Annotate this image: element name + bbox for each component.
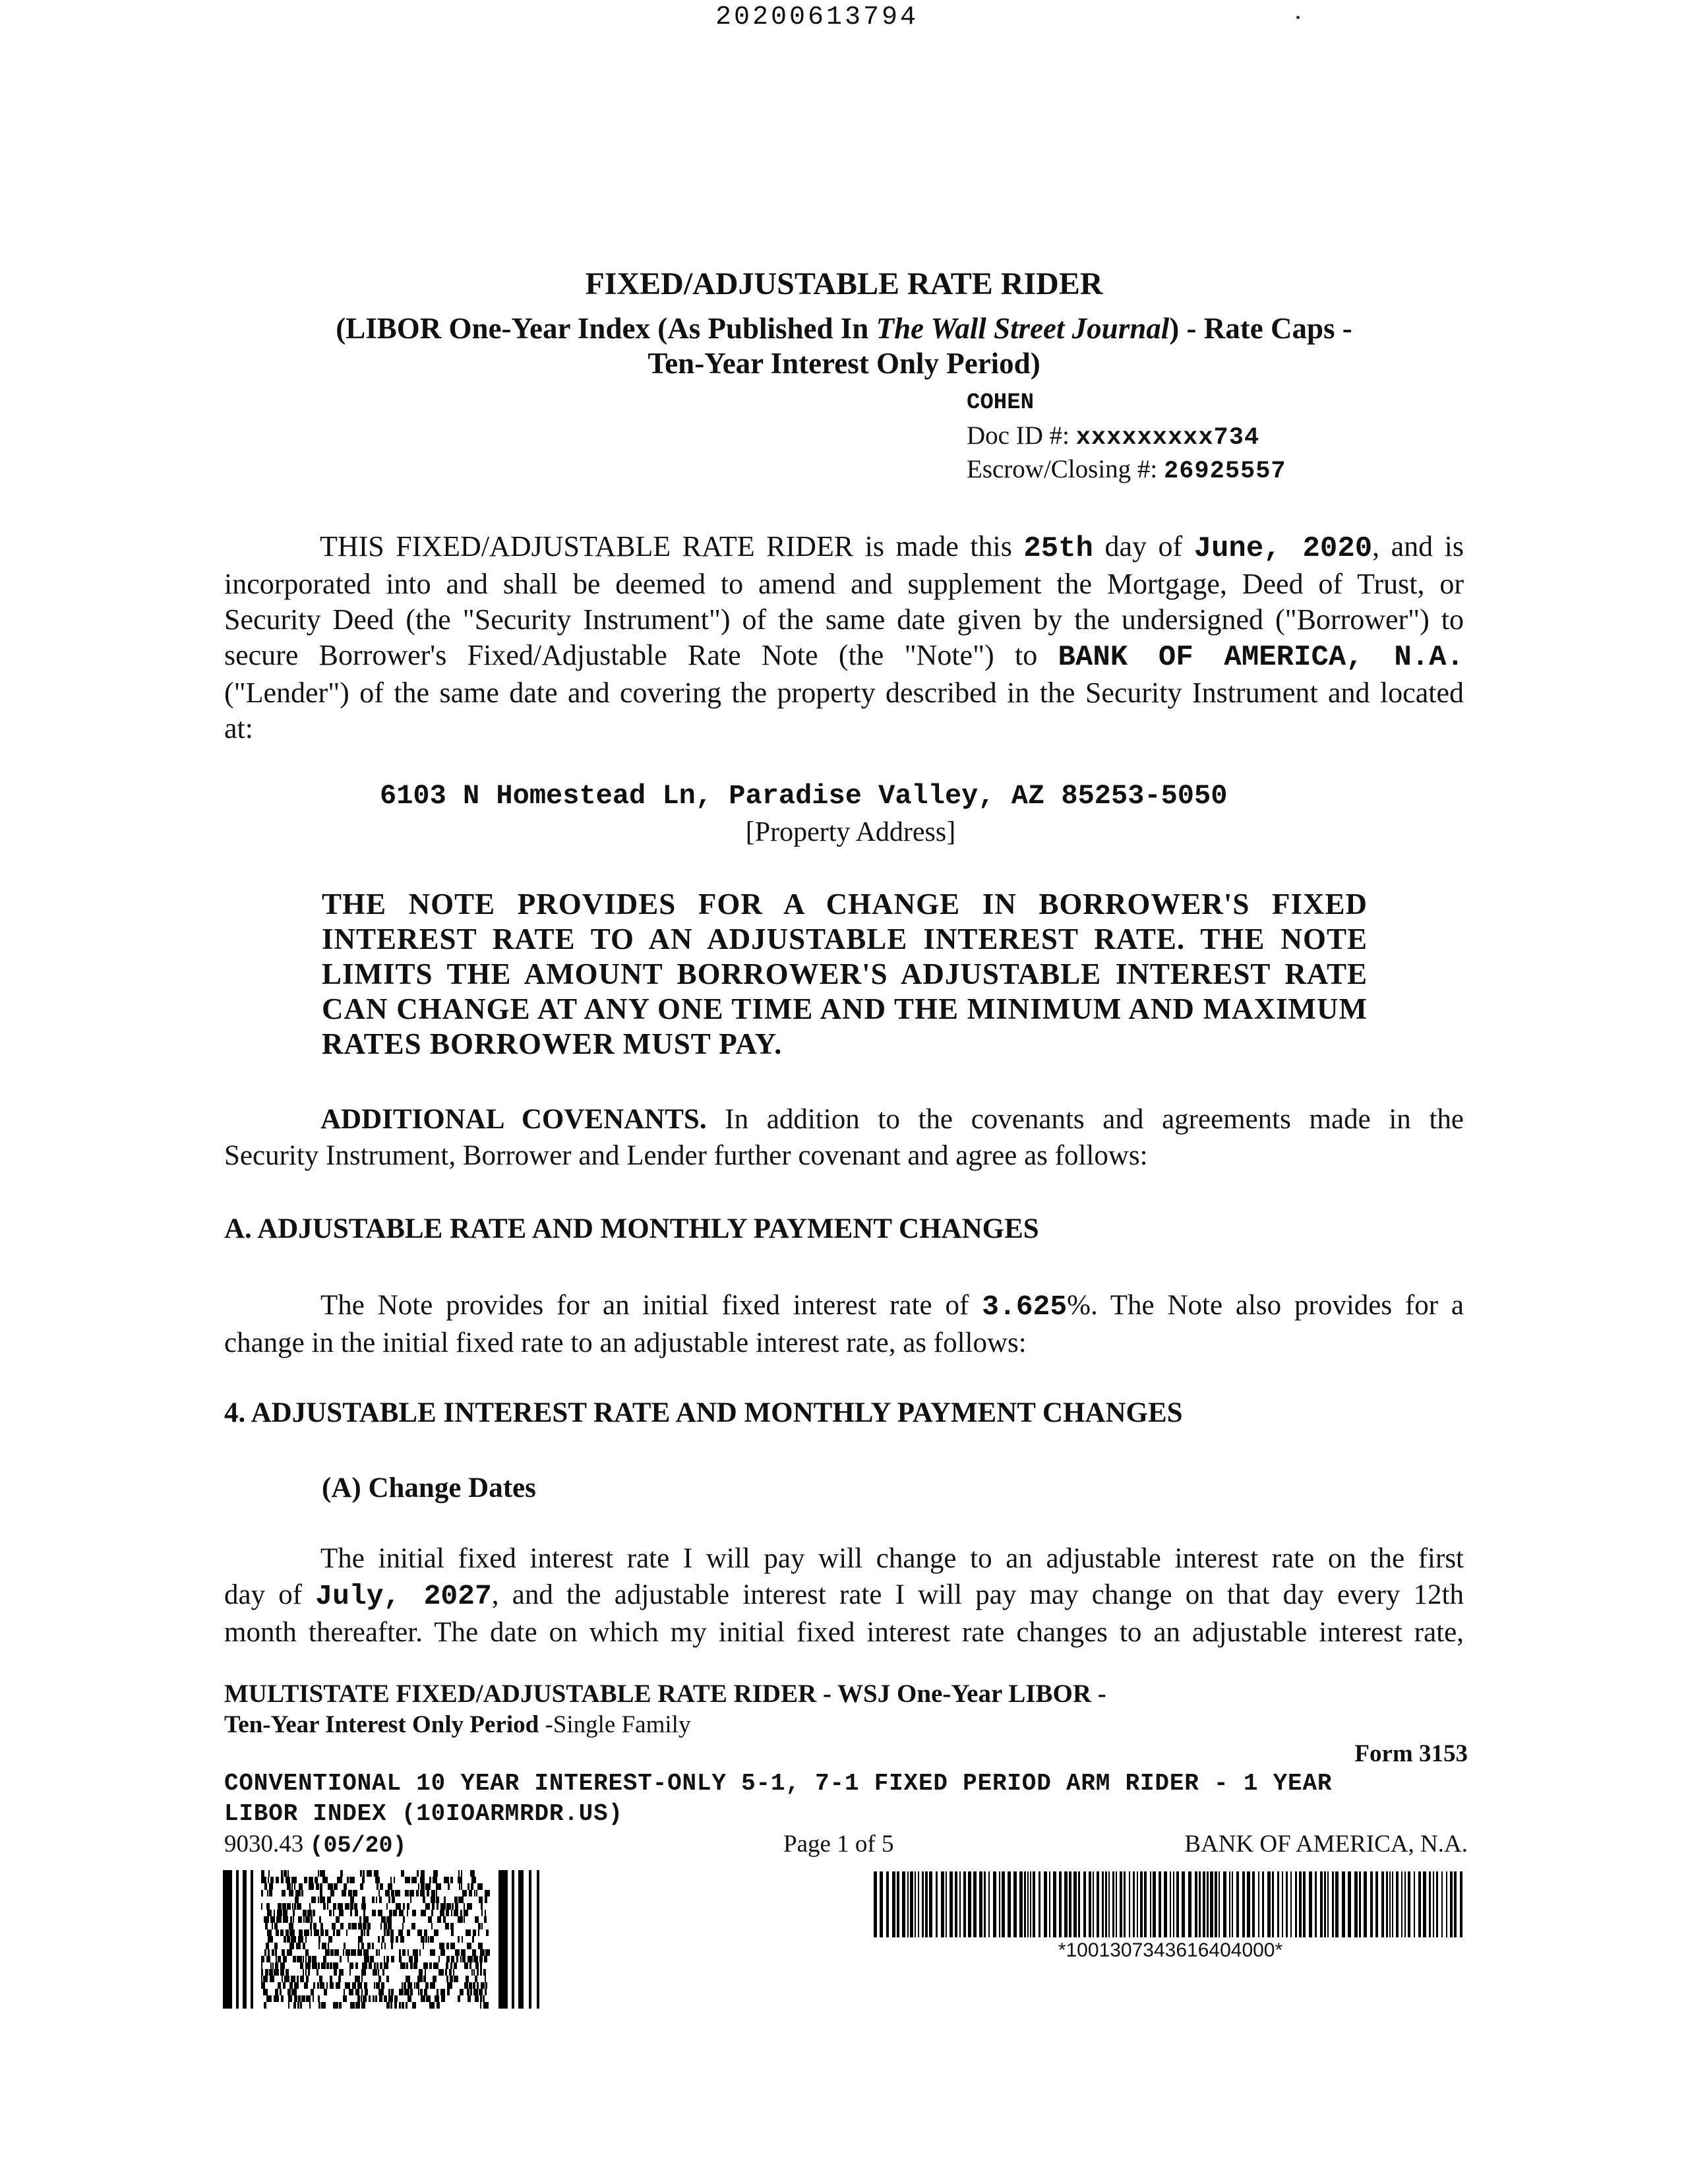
section-a-heading: A. ADJUSTABLE RATE AND MONTHLY PAYMENT CHANGES xyxy=(224,1213,1039,1244)
change-dates-heading: (A) Change Dates xyxy=(322,1472,536,1503)
lender-name: BANK OF AMERICA, N.A. xyxy=(1058,641,1464,674)
footer-lender: BANK OF AMERICA, N.A. xyxy=(1184,1831,1468,1858)
notice-line-3: LIMITS THE AMOUNT BORROWER'S ADJUSTABLE INTEREST RATE xyxy=(322,957,1368,990)
barcode-number: *1001307343616404000* xyxy=(1058,1939,1283,1961)
section-a-paragraph xyxy=(224,1287,1464,1361)
page-number: Page 1 of 5 xyxy=(783,1831,894,1858)
intro-line-6: at: xyxy=(224,712,253,744)
intro-line-5: ("Lender") of the same date and covering the property described in the Security Instrument and located xyxy=(224,677,1464,709)
rider-month-year: June, 2020 xyxy=(1193,532,1373,565)
intro-line-3: Security Deed (the "Security Instrument") of the same date given by the undersigned ("Borrower") to xyxy=(224,603,1464,636)
recording-number: 20200613794 xyxy=(715,3,919,32)
rate-change-notice xyxy=(322,887,1368,1062)
covenants-line-2: Security Instrument, Borrower and Lender further covenant and agree as follows: xyxy=(224,1140,1148,1171)
footer-subtitle xyxy=(224,1711,690,1739)
section-4-heading: 4. ADJUSTABLE INTEREST RATE AND MONTHLY PAYMENT CHANGES xyxy=(224,1397,1183,1428)
doc-id-line xyxy=(967,421,1259,452)
covenants-paragraph xyxy=(224,1101,1464,1174)
doc-id-label: Doc ID #: xyxy=(967,421,1076,450)
subtitle-journal: The Wall Street Journal xyxy=(876,312,1170,345)
escrow-label: Escrow/Closing #: xyxy=(967,455,1164,483)
change-dates-line-2: day of July, 2027, and the adjustable interest rate I will pay may change on that day every 12th xyxy=(224,1579,1464,1612)
change-dates-line-3: month thereafter. The date on which my initial fixed interest rate changes to an adjustable interest rate, xyxy=(224,1617,1464,1648)
covenants-heading: ADDITIONAL COVENANTS. xyxy=(320,1104,707,1135)
product-line-1: CONVENTIONAL 10 YEAR INTEREST-ONLY 5-1, 7-1 FIXED PERIOD ARM RIDER - 1 YEAR xyxy=(224,1770,1333,1797)
footer-subtitle-bold: Ten-Year Interest Only Period xyxy=(224,1711,539,1738)
rider-title: FIXED/ADJUSTABLE RATE RIDER xyxy=(585,266,1103,301)
initial-rate: 3.625 xyxy=(982,1290,1068,1323)
section-a-line-1: The Note provides for an initial fixed interest rate of 3.625%. The Note also provides for a xyxy=(320,1290,1464,1323)
form-number: Form 3153 xyxy=(1354,1740,1468,1767)
subtitle-part-b: ) - Rate Caps - xyxy=(1169,312,1352,345)
form-version: 9030.43 (05/20) xyxy=(224,1831,407,1859)
change-dates-line-1: The initial fixed interest rate I will pay will change to an adjustable interest rate on the first xyxy=(320,1543,1464,1574)
notice-line-4: CAN CHANGE AT ANY ONE TIME AND THE MINIMUM AND MAXIMUM xyxy=(322,992,1368,1025)
notice-line-1: THE NOTE PROVIDES FOR A CHANGE IN BORROWER'S FIXED xyxy=(322,888,1368,921)
covenants-line-1: ADDITIONAL COVENANTS. In addition to the covenants and agreements made in the xyxy=(320,1104,1464,1135)
rider-day: 25th xyxy=(1023,532,1093,565)
property-address: 6103 N Homestead Ln, Paradise Valley, AZ 85253-5050 xyxy=(380,780,1228,812)
speck xyxy=(1296,16,1300,19)
intro-line-1: THIS FIXED/ADJUSTABLE RATE RIDER is made this 25th day of June, 2020, and is xyxy=(320,530,1464,565)
pdf417-barcode xyxy=(223,1870,546,2009)
product-line-2: LIBOR INDEX (10IOARMRDR.US) xyxy=(224,1800,623,1827)
escrow-value: 26925557 xyxy=(1164,458,1286,485)
property-address-label: [Property Address] xyxy=(745,817,956,847)
borrower-name: COHEN xyxy=(967,390,1035,415)
subtitle-part-a: (LIBOR One-Year Index (As Published In xyxy=(336,312,876,345)
section-a-line-2: change in the initial fixed rate to an adjustable interest rate, as follows: xyxy=(224,1327,1027,1358)
intro-paragraph xyxy=(224,529,1464,746)
first-change-date: July, 2027 xyxy=(315,1580,492,1612)
change-dates-paragraph xyxy=(224,1540,1464,1651)
intro-line-4: secure Borrower's Fixed/Adjustable Rate Note (the "Note") to BANK OF AMERICA, N.A. xyxy=(224,639,1464,674)
footer-subtitle-rest: -Single Family xyxy=(539,1711,691,1738)
intro-line-2: incorporated into and shall be deemed to amend and supplement the Mortgage, Deed of Trust, or xyxy=(224,568,1464,600)
rider-subtitle-2: Ten-Year Interest Only Period) xyxy=(648,347,1040,380)
rider-subtitle-1 xyxy=(0,311,1688,346)
footer-form-title: MULTISTATE FIXED/ADJUSTABLE RATE RIDER - WSJ One-Year LIBOR - xyxy=(224,1680,1106,1708)
linear-barcode xyxy=(874,1871,1467,1937)
escrow-line xyxy=(967,454,1286,485)
doc-id-value: xxxxxxxxx734 xyxy=(1075,424,1260,452)
notice-line-5: RATES BORROWER MUST PAY. xyxy=(322,1027,783,1060)
notice-line-2: INTEREST RATE TO AN ADJUSTABLE INTEREST RATE. THE NOTE xyxy=(322,923,1368,956)
